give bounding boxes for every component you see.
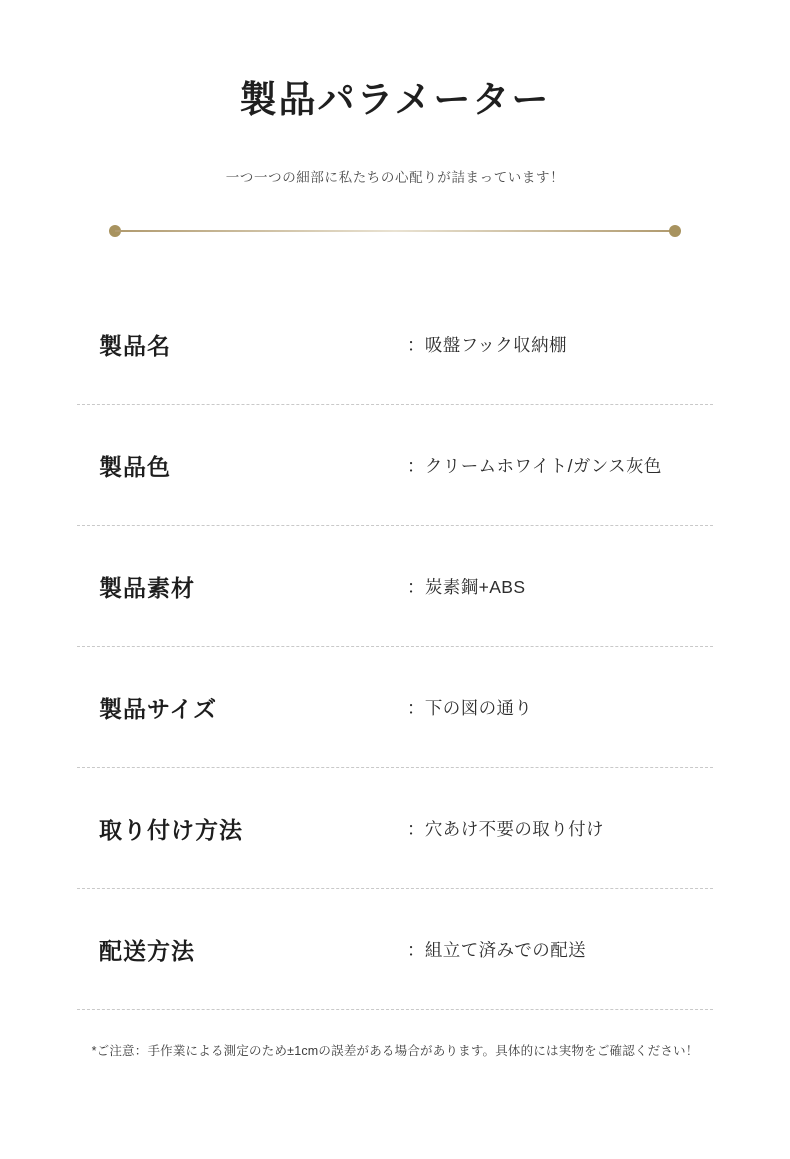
spec-value: ：組立て済みでの配送 [407,939,586,960]
page-header [0,0,790,186]
spec-value: ：吸盤フック収納棚 [407,334,567,355]
spec-label: 取り付け方法 [99,816,243,843]
spec-label: 配送方法 [99,937,195,964]
table-row [77,405,713,526]
page-title: 製品パラメーター [239,79,551,120]
spec-label: 製品サイズ [99,695,218,722]
table-row [77,889,713,1010]
table-row [77,768,713,889]
spec-label: 製品名 [99,332,171,359]
spec-table [77,284,713,1010]
spec-value: ：下の図の通り [407,697,533,718]
spec-label: 製品素材 [99,574,195,601]
spec-label: 製品色 [99,453,171,480]
footnote: *ご注意：手作業による測定のため±1cmの誤差がある場合があります。具体的には実物をご確認ください！ [91,1044,699,1059]
divider-dot-right-icon [669,225,681,237]
spec-value: ：炭素鋼+ABS [407,576,526,597]
divider-line [115,230,675,232]
row-divider [77,1009,713,1010]
spec-value: ：クリームホワイト/ガンス灰色 [407,455,662,476]
table-row [77,526,713,647]
page-subtitle: 一つ一つの細部に私たちの心配りが詰まっています！ [225,170,565,186]
table-row [77,647,713,768]
decorative-divider [109,225,681,237]
spec-value: ：穴あけ不要の取り付け [407,818,604,839]
table-row [77,284,713,405]
